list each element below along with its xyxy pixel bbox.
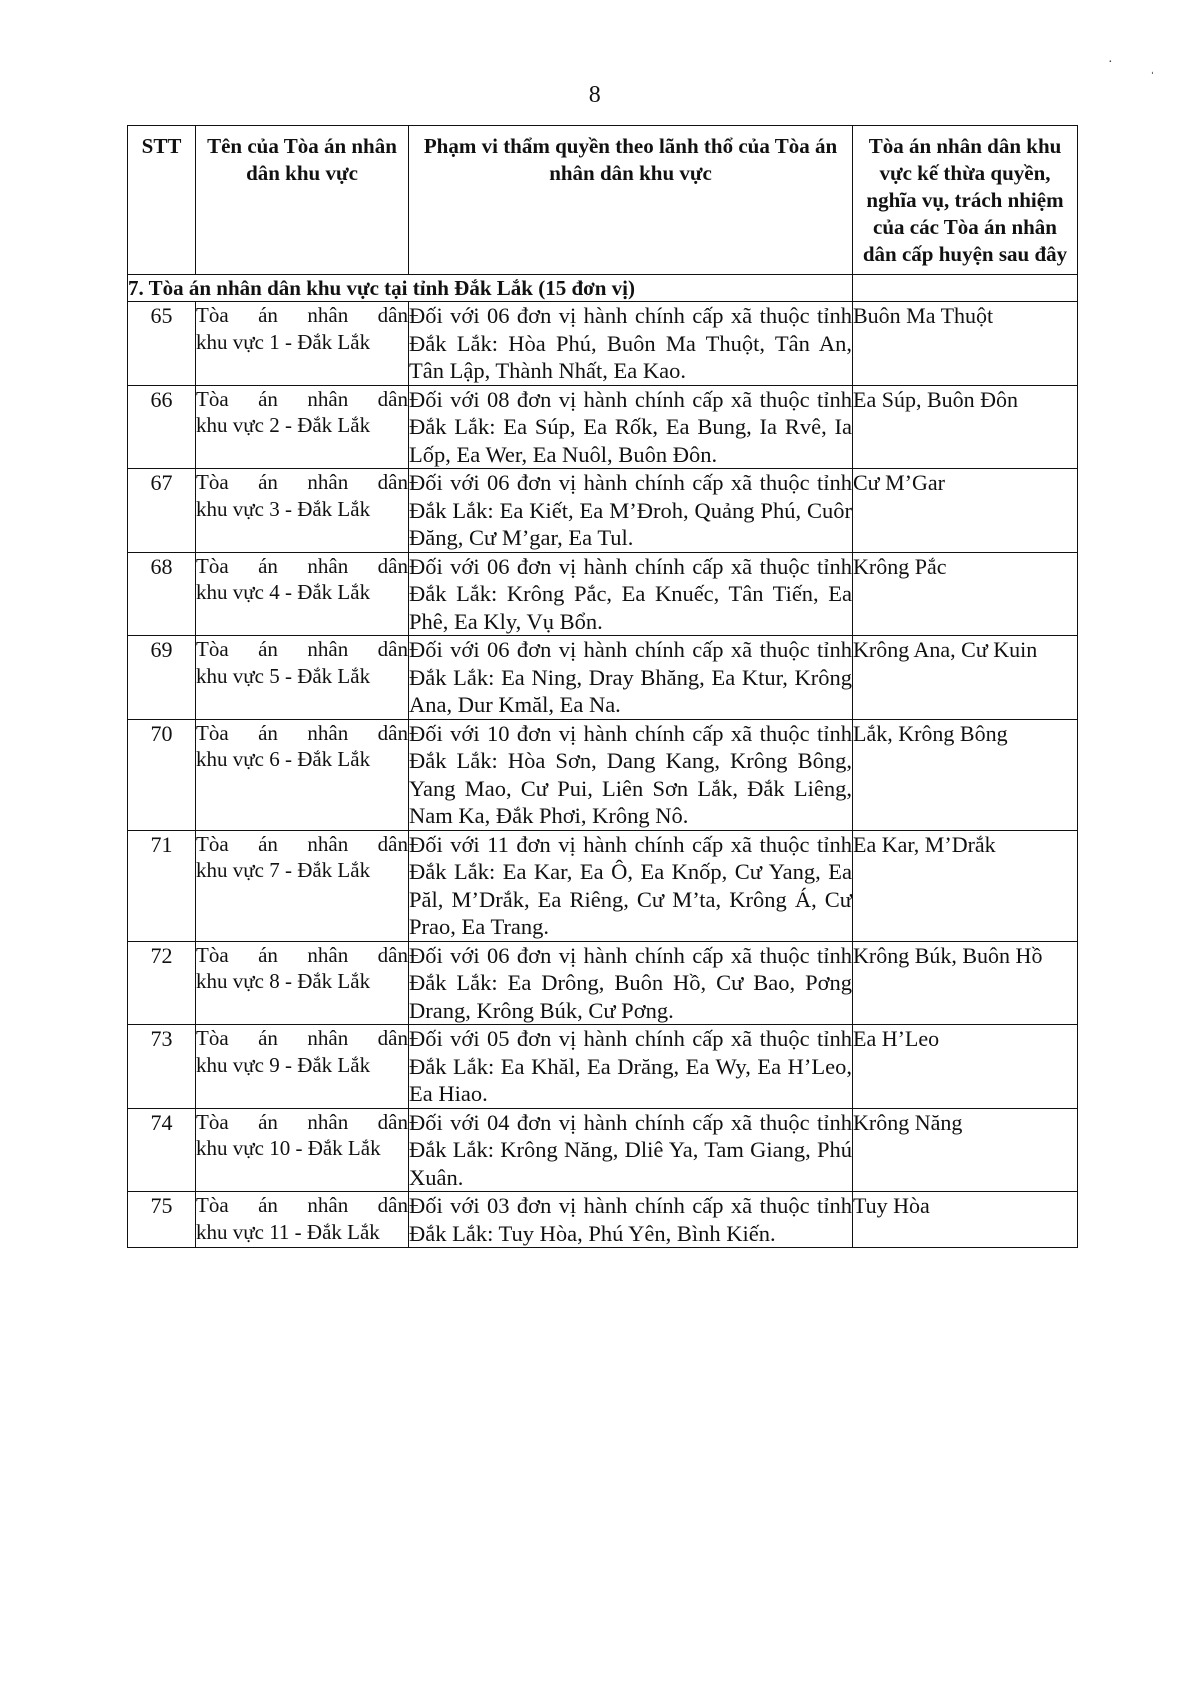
table-row (128, 636, 1078, 720)
court-name-word: án (258, 470, 278, 494)
court-name-line1 (196, 469, 408, 496)
court-name-word: án (258, 942, 278, 967)
court-name-word: Tòa (196, 303, 229, 327)
court-name-line2: khu vực 5 - Đắk Lắk (196, 663, 371, 688)
table-body (128, 275, 1078, 1248)
court-name-word: Tòa (196, 942, 229, 967)
row-court-name (196, 469, 409, 553)
court-name-word: án (258, 637, 278, 661)
court-name-line1 (196, 386, 408, 413)
row-court-name (196, 830, 409, 941)
table-row (128, 469, 1078, 553)
row-successor: Krông Búk, Buôn Hồ (853, 941, 1078, 1025)
row-scope: Đối với 08 đơn vị hành chính cấp xã thuộc tỉnh Đắk Lắk: Ea Súp, Ea Rốk, Ea Bung, Ia Rvê, Ia Lốp, Ea Wer, Ea Nuôl, Buôn Đôn. (409, 386, 852, 467)
court-name-word: nhân (307, 470, 349, 494)
row-successor: Tuy Hòa (853, 1192, 1078, 1248)
row-scope: Đối với 06 đơn vị hành chính cấp xã thuộc tỉnh Đắk Lắk: Ea Drông, Buôn Hồ, Cư Bao, Pơng Drang, Krông Búk, Cư Pơng. (409, 942, 852, 1023)
table-row (128, 552, 1078, 636)
court-name-word: dân (377, 1193, 408, 1217)
court-name-word: nhân (307, 303, 349, 327)
row-successor: Krông Ana, Cư Kuin (853, 636, 1078, 720)
court-name-line2: khu vực 1 - Đắk Lắk (196, 329, 371, 354)
court-name-word: dân (377, 720, 408, 745)
court-name-line2: khu vực 3 - Đắk Lắk (196, 496, 371, 521)
court-name-word: Tòa (196, 1026, 229, 1050)
court-name-line1 (196, 1109, 408, 1136)
header-stt: STT (128, 126, 196, 275)
header-scope: Phạm vi thẩm quyền theo lãnh thổ của Tòa án nhân dân khu vực (409, 126, 853, 275)
table-row (128, 1025, 1078, 1109)
court-name-word: án (258, 1026, 278, 1050)
row-stt: 66 (128, 385, 196, 469)
court-name-word: án (258, 553, 278, 578)
court-name-line1 (196, 720, 408, 747)
court-name-word: nhân (307, 720, 349, 745)
court-name-line2: khu vực 6 - Đắk Lắk (196, 747, 371, 771)
row-successor: Cư M’Gar (853, 469, 1078, 553)
row-scope: Đối với 05 đơn vị hành chính cấp xã thuộc tỉnh Đắk Lắk: Ea Khăl, Ea Drăng, Ea Wy, Ea H’Leo, Ea Hiao. (409, 1026, 852, 1106)
row-court-name (196, 636, 409, 720)
row-stt: 74 (128, 1108, 196, 1192)
court-name-line2: khu vực 11 - Đắk Lắk (196, 1219, 380, 1244)
court-name-word: Tòa (196, 470, 229, 494)
court-name-word: dân (377, 637, 408, 661)
row-stt: 69 (128, 636, 196, 720)
court-name-word: Tòa (196, 386, 229, 411)
row-scope: Đối với 10 đơn vị hành chính cấp xã thuộc tỉnh Đắk Lắk: Hòa Sơn, Dang Kang, Krông Bông, Yang Mao, Cư Pui, Liên Sơn Lắk, Đắk Liêng, Nam Ka, Đắk Phơi, Krông Nô. (409, 720, 852, 828)
court-name-line1 (196, 553, 408, 580)
court-name-line2: khu vực 9 - Đắk Lắk (196, 1052, 371, 1077)
table-row (128, 830, 1078, 941)
row-court-name (196, 1025, 409, 1109)
court-name-word: nhân (307, 1193, 349, 1217)
court-name-word: dân (377, 553, 408, 578)
row-successor: Ea Súp, Buôn Đôn (853, 385, 1078, 469)
row-successor: Krông Pắc (853, 552, 1078, 636)
table-row (128, 719, 1078, 830)
row-successor: Ea Kar, M’Drắk (853, 830, 1078, 941)
section-row (128, 275, 1078, 302)
court-name-word: án (258, 720, 278, 745)
court-name-line1 (196, 831, 408, 858)
court-name-word: án (258, 303, 278, 327)
row-scope: Đối với 03 đơn vị hành chính cấp xã thuộc tỉnh Đắk Lắk: Tuy Hòa, Phú Yên, Bình Kiến. (409, 1193, 852, 1246)
court-name-word: Tòa (196, 1109, 229, 1134)
court-name-line1 (196, 302, 408, 329)
row-scope: Đối với 06 đơn vị hành chính cấp xã thuộc tỉnh Đắk Lắk: Ea Kiết, Ea M’Đroh, Quảng Phú, Cuôr Đăng, Cư M’gar, Ea Tul. (409, 470, 852, 550)
header-successor: Tòa án nhân dân khu vực kế thừa quyền, nghĩa vụ, trách nhiệm của các Tòa án nhân dân cấp huyện sau đây (853, 126, 1078, 275)
court-name-word: dân (377, 470, 408, 494)
row-stt: 75 (128, 1192, 196, 1248)
row-court-name (196, 941, 409, 1025)
court-name-word: nhân (307, 386, 349, 411)
court-name-word: dân (377, 831, 408, 856)
scan-speck-mark: ˌ (1150, 60, 1155, 75)
court-name-line1 (196, 1025, 408, 1052)
court-name-word: Tòa (196, 637, 229, 661)
row-scope: Đối với 06 đơn vị hành chính cấp xã thuộc tỉnh Đắk Lắk: Hòa Phú, Buôn Ma Thuột, Tân An, Tân Lập, Thành Nhất, Ea Kao. (409, 303, 852, 383)
table-row (128, 941, 1078, 1025)
row-stt: 70 (128, 719, 196, 830)
row-court-name (196, 1192, 409, 1248)
table-header-row (128, 126, 1078, 275)
row-court-name (196, 385, 409, 469)
section-empty-cell (853, 275, 1078, 302)
table-row (128, 302, 1078, 386)
page-number: 8 (588, 82, 602, 108)
court-name-line2: khu vực 2 - Đắk Lắk (196, 413, 371, 437)
court-name-word: Tòa (196, 553, 229, 578)
court-name-word: dân (377, 386, 408, 411)
row-stt: 72 (128, 941, 196, 1025)
court-name-line1 (196, 636, 408, 663)
row-stt: 73 (128, 1025, 196, 1109)
court-name-line2: khu vực 8 - Đắk Lắk (196, 969, 371, 993)
court-name-word: án (258, 1109, 278, 1134)
court-name-word: án (258, 831, 278, 856)
court-name-line2: khu vực 7 - Đắk Lắk (196, 858, 371, 882)
court-name-word: nhân (307, 553, 349, 578)
court-table (127, 125, 1078, 1248)
row-court-name (196, 302, 409, 386)
court-name-word: nhân (307, 1109, 349, 1134)
court-name-word: nhân (307, 942, 349, 967)
row-scope: Đối với 06 đơn vị hành chính cấp xã thuộc tỉnh Đắk Lắk: Ea Ning, Dray Bhăng, Ea Ktur, Krông Ana, Dur Kmăl, Ea Na. (409, 637, 852, 717)
table-row (128, 1192, 1078, 1248)
scan-speck-mark: · (1108, 55, 1113, 70)
court-name-word: Tòa (196, 720, 229, 745)
table-row (128, 385, 1078, 469)
court-name-line2: khu vực 10 - Đắk Lắk (196, 1136, 381, 1160)
court-name-word: dân (377, 1109, 408, 1134)
row-successor: Ea H’Leo (853, 1025, 1078, 1109)
court-name-word: dân (377, 303, 408, 327)
row-scope: Đối với 04 đơn vị hành chính cấp xã thuộc tỉnh Đắk Lắk: Krông Năng, Dliê Ya, Tam Giang, Phú Xuân. (409, 1109, 852, 1190)
row-stt: 68 (128, 552, 196, 636)
row-court-name (196, 552, 409, 636)
court-name-word: nhân (307, 1026, 349, 1050)
court-name-word: dân (377, 942, 408, 967)
court-name-line2: khu vực 4 - Đắk Lắk (196, 580, 371, 604)
court-name-word: dân (377, 1026, 408, 1050)
row-successor: Buôn Ma Thuột (853, 302, 1078, 386)
court-name-word: nhân (307, 831, 349, 856)
row-stt: 65 (128, 302, 196, 386)
table-row (128, 1108, 1078, 1192)
court-name-line1 (196, 1192, 408, 1219)
court-name-line1 (196, 942, 408, 969)
row-stt: 71 (128, 830, 196, 941)
court-name-word: Tòa (196, 831, 229, 856)
court-name-word: nhân (307, 637, 349, 661)
court-name-word: án (258, 1193, 278, 1217)
row-successor: Krông Năng (853, 1108, 1078, 1192)
header-court-name: Tên của Tòa án nhân dân khu vực (196, 126, 409, 275)
court-name-word: Tòa (196, 1193, 229, 1217)
court-name-word: án (258, 386, 278, 411)
section-title: 7. Tòa án nhân dân khu vực tại tỉnh Đắk Lắk (15 đơn vị) (128, 275, 853, 302)
row-court-name (196, 719, 409, 830)
row-court-name (196, 1108, 409, 1192)
row-scope: Đối với 11 đơn vị hành chính cấp xã thuộc tỉnh Đắk Lắk: Ea Kar, Ea Ô, Ea Knốp, Cư Yang, Ea Păl, M’Drắk, Ea Riêng, Cư M’ta, Krông Á, Cư Prao, Ea Trang. (409, 831, 852, 939)
row-stt: 67 (128, 469, 196, 553)
row-scope: Đối với 06 đơn vị hành chính cấp xã thuộc tỉnh Đắk Lắk: Krông Pắc, Ea Knuếc, Tân Tiến, Ea Phê, Ea Kly, Vụ Bổn. (409, 553, 852, 634)
row-successor: Lắk, Krông Bông (853, 719, 1078, 830)
